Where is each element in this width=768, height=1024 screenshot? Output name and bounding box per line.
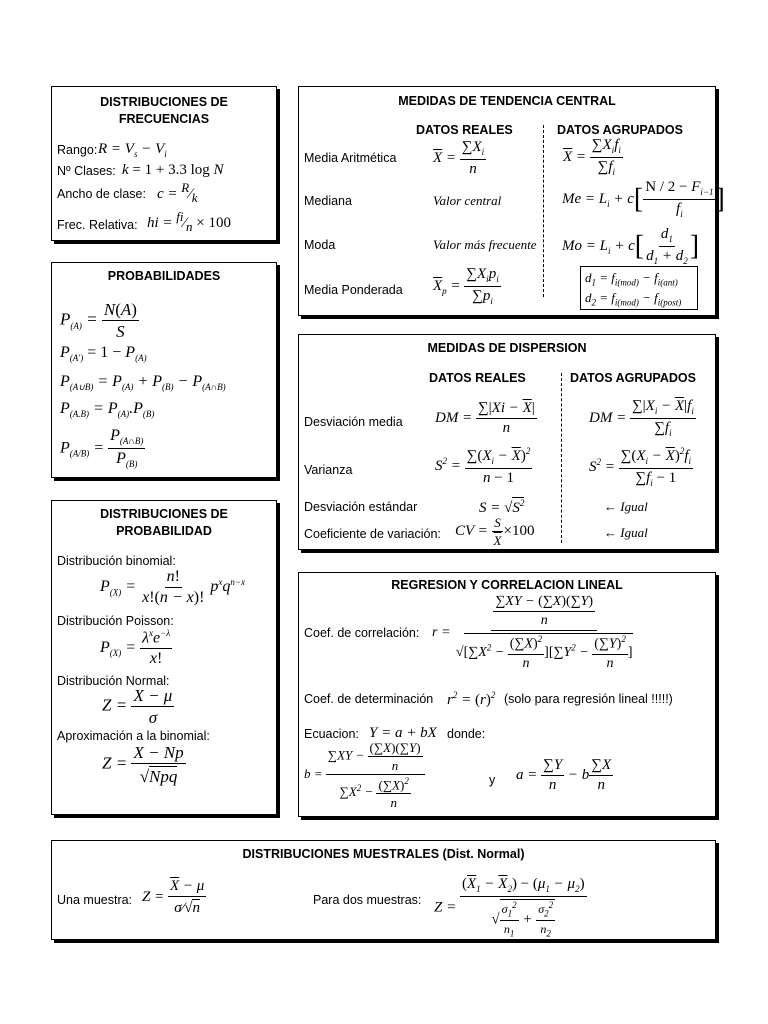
- panel-title: DISTRIBUCIONES DE FRECUENCIAS: [100, 95, 228, 126]
- det-label: Coef. de determinación: [304, 692, 434, 706]
- desv-std-label: Desviación estándar: [304, 500, 418, 514]
- normal-label: Distribución Normal:: [57, 674, 170, 688]
- panel-distribuciones-frecuencias: [51, 86, 277, 241]
- mediana-formula: $Me = L_i + c$[ $\frac{N / 2 - F_{i-1}}{f_i}$ ]: [562, 179, 725, 219]
- media-label: Media Aritmética: [304, 151, 397, 165]
- b-formula: b = ∑XY − $\frac{(\sum X)(\sum Y)}{n}$ $\sum X^2$ − $\frac{(\sum X)^2}{n}$: [304, 741, 425, 809]
- normal-formula: Z = $\frac{X - \mu}{\sigma}$: [102, 686, 173, 727]
- d1-d2-definition-box: [580, 266, 698, 310]
- coef-var-formula: CV = $\frac{S}{X}$ ×100: [455, 515, 535, 548]
- panel-dispersion: [298, 334, 716, 550]
- a-formula: a = $\frac{\sum Y}{n}$ − b $\frac{\sum X}{n}$: [516, 757, 612, 793]
- panel-distribuciones-muestrales: [51, 840, 716, 940]
- panel-title: DISTRIBUCIONES MUESTRALES (Dist. Normal): [242, 847, 525, 861]
- desv-media-label: Desviación media: [304, 415, 403, 429]
- varianza-label: Varianza: [304, 463, 353, 477]
- frec-formula: hi = $^{fi}⁄_n \times 100$: [147, 209, 232, 234]
- det-formula: $r^2 = (r)^2$: [447, 690, 496, 708]
- panel-title: REGRESION Y CORRELACION LINEAL: [391, 578, 623, 592]
- ancho-label: Ancho de clase:: [57, 187, 146, 201]
- desv-std-igual: ← Igual: [604, 499, 648, 514]
- prob-union-formula: $P_{(A\cup B)} = P_{(A)} + P_{(B)} - P_{(A\cap B)}$: [60, 373, 226, 393]
- poisson-label: Distribución Poisson:: [57, 614, 174, 628]
- col-datos-agrupados: DATOS AGRUPADOS: [557, 123, 683, 137]
- column-divider: [543, 125, 544, 297]
- coef-var-label: Coeficiente de variación:: [304, 527, 441, 541]
- d2-formula: $d_2 = f_{i(mod)} - f_{i(post)}$: [585, 290, 682, 308]
- corr-label: Coef. de correlación:: [304, 626, 420, 640]
- y-label: y: [489, 773, 496, 787]
- prob-interseccion-formula: $P_{(A.B)} = P_{(A)}.P_{(B)}$: [60, 400, 155, 420]
- mediana-label: Mediana: [304, 194, 352, 208]
- moda-text: Valor más frecuente: [433, 237, 537, 252]
- prob-complemento-formula: $P_{(A')} = 1 - P_{(A)}$: [60, 344, 147, 364]
- binomial-formula: $P_{(X)}$ = $\frac{n!}{x!(n - x)!}$ $p^xq^{n-x}$: [100, 568, 245, 606]
- col-datos-reales: DATOS REALES: [416, 123, 513, 137]
- column-divider: [561, 373, 562, 543]
- poisson-formula: $P_{(X)}$ = $\lambda^xe^{-\lambda}$ x!: [100, 628, 171, 668]
- coef-var-igual: ← Igual: [604, 525, 648, 540]
- panel-title: DISTRIBUCIONES DE PROBABILIDAD: [100, 507, 228, 538]
- panel-title: PROBABILIDADES: [107, 269, 221, 283]
- corr-formula: r = $\frac{\sum XY - (\sum X)(\sum Y)}{n}$ $√[\sum X^2$ − $\frac{(\sum X)^2}{n}$ ][$\sum Y^2$ − $\frac{(\sum Y)^2}{n}$ ]: [432, 594, 633, 671]
- aprox-formula: Z = X − Np √Npq: [102, 743, 184, 786]
- panel-tendencia-central: [298, 86, 725, 316]
- clases-label: Nº Clases:: [57, 164, 116, 178]
- moda-label: Moda: [304, 238, 336, 252]
- ecuacion-formula: Y = a + bX: [369, 725, 437, 741]
- frec-label: Frec. Relativa:: [57, 218, 138, 232]
- panel-distribuciones-probabilidad: [51, 500, 277, 815]
- una-muestra-formula: Z = $\frac{\overline{X} - \mu}{\sigma⁄√n}$: [142, 878, 205, 916]
- media-agrupada-formula: $\overline{X}$ = $\sum X_if_i$ $\sum f_i$: [563, 137, 621, 177]
- col-datos-agrupados: DATOS AGRUPADOS: [570, 371, 696, 385]
- dos-muestras-formula: Z = $(\overline{X}_1 - \overline{X}_2) - (\mu_1 - \mu_2)$ √ $\frac{\sigma_1^2}{n_1}$ + $\frac{\sigma_2^2}{n_2}$: [434, 876, 585, 939]
- dos-muestras-label: Para dos muestras:: [313, 893, 422, 907]
- aprox-label: Aproximación a la binomial:: [57, 729, 210, 743]
- varianza-real-formula: $S^2$ = $\frac{\sum(X_i - \overline{X})^2}{n - 1}$: [435, 446, 531, 486]
- panel-probabilidades: [51, 262, 277, 478]
- clases-formula: k = 1 + 3.3 log N: [122, 162, 224, 178]
- rango-label: Rango:: [57, 143, 98, 157]
- ponderada-formula: $\overline{X}_p$ = $\sum X_ip_i$ $\sum p_i$: [433, 266, 499, 306]
- varianza-agrupada-formula: $S^2$ = $\frac{\sum(X_i - \overline{X})^2f_i}{\sum f_i - 1}$: [589, 446, 691, 488]
- ponderada-label: Media Ponderada: [304, 283, 403, 297]
- panel-title: MEDIDAS DE TENDENCIA CENTRAL: [398, 94, 616, 108]
- det-note: (solo para regresión lineal !!!!!): [504, 692, 673, 706]
- desv-media-agrupada-formula: DM = $\frac{\sum|X_i - \overline{X}|f_i}{\sum f_i}$: [589, 398, 694, 438]
- media-real-formula: $\overline{X}$ = $\frac{\sum X_i}{n}$: [433, 139, 485, 177]
- prob-condicional-formula: $P_{(A/B)}$ = $\frac{P_{(A\cap B)}}{P_{(B)}}$: [60, 427, 144, 470]
- donde-label: donde:: [447, 727, 486, 741]
- prob-a-formula: $P_{(A)}$ = $\frac{N(A)}{S}$: [60, 300, 137, 341]
- ancho-formula: $c = ^R⁄_k$: [157, 180, 198, 205]
- mediana-text: Valor central: [433, 193, 502, 208]
- panel-regresion: [298, 572, 716, 817]
- d1-formula: $d_1 = f_{i(mod)} - f_{i(ant)}$: [585, 270, 678, 288]
- ecuacion-label: Ecuacion:: [304, 727, 359, 741]
- moda-formula: $Mo = L_i + c$[ $\frac{d_1}{d_1 + d_2}$ ]: [562, 226, 700, 266]
- col-datos-reales: DATOS REALES: [429, 371, 526, 385]
- binomial-label: Distribución binomial:: [57, 554, 176, 568]
- una-muestra-label: Una muestra:: [57, 893, 133, 907]
- desv-std-formula: $S = √S^2$: [479, 498, 525, 516]
- desv-media-real-formula: DM = $\frac{\sum|Xi - \overline{X}|}{n}$: [435, 400, 535, 436]
- rango-formula: $R = V_s - V_i$: [98, 141, 167, 159]
- panel-title: MEDIDAS DE DISPERSION: [427, 341, 587, 355]
